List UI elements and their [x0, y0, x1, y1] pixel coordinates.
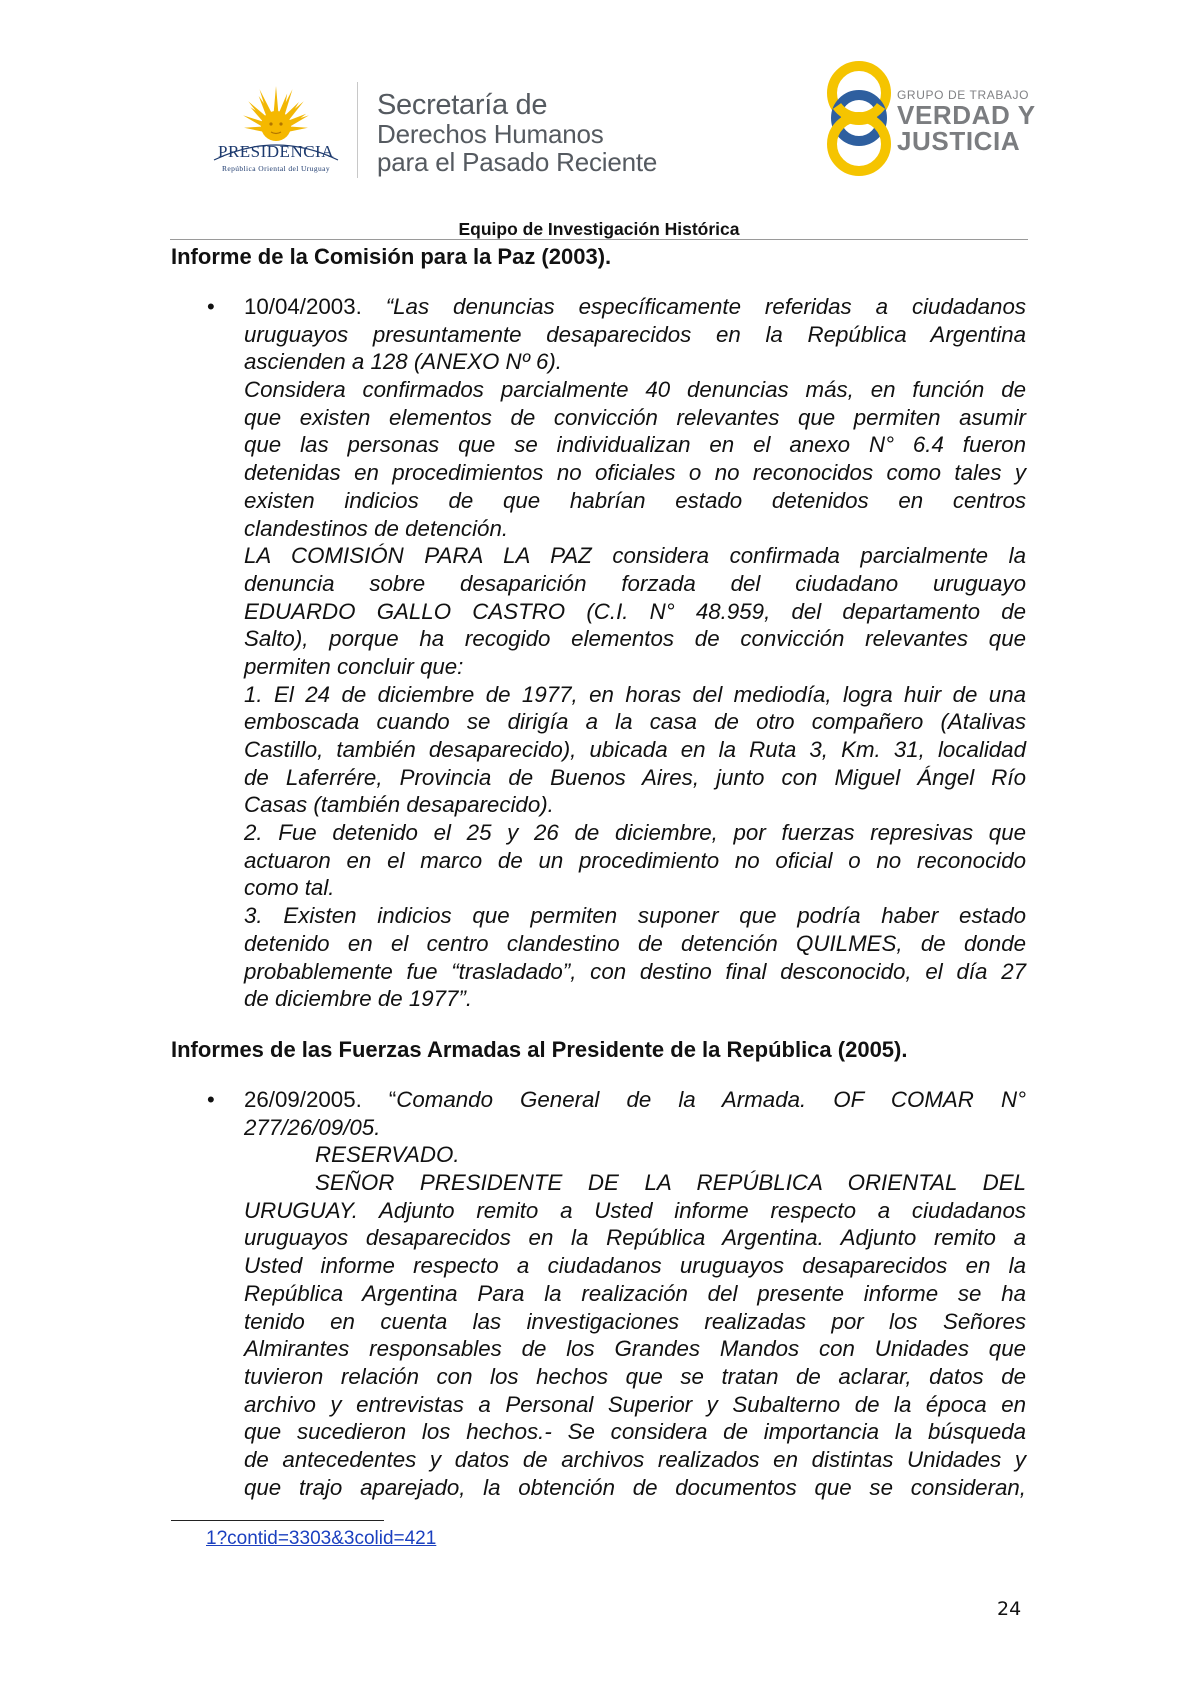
text-line — [244, 293, 1026, 321]
quoted-text: de Laferrére, Provincia de Buenos Aires, junto con Miguel Ángel Río — [244, 764, 1026, 790]
footnote-link[interactable]: 1?contid=3303&3colid=421 — [206, 1528, 437, 1549]
quoted-text: detenidas en procedimientos no oficiales o no reconocidos como tales y — [244, 460, 1026, 486]
list-item — [171, 293, 1026, 1013]
quoted-text: LA COMISIÓN PARA LA PAZ considera confirmada parcialmente la — [244, 543, 1026, 569]
quoted-text: de diciembre de 1977”. — [244, 986, 473, 1012]
text-line — [244, 653, 1026, 681]
date-label: 26/09/2005. “ — [244, 1087, 397, 1112]
quoted-text: RESERVADO. — [315, 1142, 460, 1168]
section-heading-fuerzas-armadas: Informes de las Fuerzas Armadas al Presidente de la República (2005). — [171, 1037, 908, 1062]
quoted-text: “Las denuncias específicamente referidas a ciudadanos — [385, 294, 1026, 319]
item-text — [244, 1086, 1026, 1501]
text-line — [244, 1114, 1026, 1142]
text-line — [244, 515, 1026, 543]
text-line — [244, 1169, 1026, 1197]
grupo-line-2: VERDAD Y — [897, 100, 1036, 130]
text-line — [244, 542, 1026, 570]
text-line — [244, 930, 1026, 958]
text-line — [244, 791, 1026, 819]
quoted-text: República Argentina Para la realización del presente informe se ha — [244, 1280, 1026, 1306]
page-number: 24 — [997, 1598, 1022, 1620]
text-line — [244, 1335, 1026, 1363]
text-line — [244, 1086, 1026, 1114]
page-header — [0, 0, 1190, 240]
bullet-marker: • — [207, 294, 215, 319]
quoted-text: Comando General de la Armada. OF COMAR N° — [396, 1087, 1026, 1112]
quoted-text: Castillo, también desaparecido), ubicada en la Ruta 3, Km. 31, localidad — [244, 737, 1026, 762]
text-line — [244, 819, 1026, 847]
text-line — [244, 985, 1026, 1013]
quoted-text: Salto), porque ha recogido elementos de convicción relevantes que — [244, 626, 1026, 652]
team-name: Equipo de Investigación Histórica — [458, 219, 740, 239]
text-line — [244, 764, 1026, 792]
presidencia-name: PRESIDENCIA — [217, 142, 334, 161]
text-line — [244, 847, 1026, 875]
quoted-text: actuaron en el marco de un procedimiento no oficial o no reconocido — [244, 847, 1026, 873]
presidencia-wordmark — [198, 142, 354, 173]
text-line — [244, 1446, 1026, 1474]
text-line — [244, 1363, 1026, 1391]
quoted-text: tenido en cuenta las investigaciones realizadas por los Señores — [244, 1308, 1026, 1334]
text-line — [244, 625, 1026, 653]
text-line — [244, 459, 1026, 487]
quoted-text: tuvieron relación con los hechos que se tratan de aclarar, datos de — [244, 1363, 1026, 1389]
text-line — [244, 598, 1026, 626]
quoted-text: Considera confirmados parcialmente 40 denuncias más, en función de — [244, 377, 1026, 403]
verdad-justicia-wordmark — [897, 88, 1036, 154]
text-line — [244, 902, 1026, 930]
footnote-rule — [171, 1520, 384, 1521]
quoted-text: detenido en el centro clandestino de detención QUILMES, de donde — [244, 930, 1026, 956]
text-line — [244, 958, 1026, 986]
list-item — [171, 1086, 1026, 1501]
quoted-text: Almirantes responsables de los Grandes Mandos con Unidades que — [244, 1336, 1026, 1362]
text-line — [244, 1280, 1026, 1308]
secretaria-line-2: Derechos Humanos — [377, 119, 604, 149]
quoted-text: 2. Fue detenido el 25 y 26 de diciembre, por fuerzas represivas que — [244, 820, 1026, 846]
section-heading-comision: Informe de la Comisión para la Paz (2003). — [171, 244, 612, 269]
text-line — [244, 431, 1026, 459]
quoted-text: emboscada cuando se dirigía a la casa de otro compañero (Atalivas — [244, 709, 1026, 735]
date-label: 10/04/2003. — [244, 294, 386, 319]
quoted-text: uruguayos presuntamente desaparecidos en la República Argentina — [244, 321, 1026, 347]
quoted-text: de antecedentes y datos de archivos realizados en distintas Unidades y — [244, 1446, 1026, 1472]
presidencia-subtitle: República Oriental del Uruguay — [221, 164, 330, 173]
secretaria-line-3: para el Pasado Reciente — [377, 147, 658, 177]
text-line — [244, 321, 1026, 349]
quoted-text: Casas (también desaparecido). — [244, 792, 554, 818]
quoted-text: URUGUAY. Adjunto remito a Usted informe respecto a ciudadanos — [244, 1197, 1026, 1223]
grupo-line-3: JUSTICIA — [897, 126, 1021, 156]
text-line — [244, 1418, 1026, 1446]
quoted-text: denuncia sobre desaparición forzada del ciudadano uruguayo — [244, 570, 1026, 596]
quoted-text: que existen elementos de convicción relevantes que permiten asumir — [244, 404, 1026, 430]
grupo-line-1: GRUPO DE TRABAJO — [897, 88, 1030, 102]
quoted-text: que sucedieron los hechos.- Se considera de importancia la búsqueda — [244, 1419, 1026, 1445]
text-line — [244, 874, 1026, 902]
quoted-text: 1. El 24 de diciembre de 1977, en horas del mediodía, logra huir de una — [244, 681, 1026, 707]
text-line — [244, 404, 1026, 432]
quoted-text: existen indicios de que habrían estado detenidos en centros — [244, 487, 1026, 513]
quoted-text: ascienden a 128 (ANEXO Nº 6). — [244, 349, 562, 375]
text-line — [244, 736, 1026, 764]
text-line — [244, 570, 1026, 598]
quoted-text: 277/26/09/05. — [244, 1114, 381, 1140]
secretaria-line-1: Secretaría de — [377, 89, 548, 121]
text-line — [244, 376, 1026, 404]
quoted-text: clandestinos de detención. — [244, 515, 509, 541]
text-line — [244, 1391, 1026, 1419]
item-text — [244, 293, 1026, 1013]
text-line — [244, 1308, 1026, 1336]
quoted-text: que las personas que se individualizan en el anexo N° 6.4 fueron — [244, 432, 1026, 458]
verdad-justicia-rings-logo — [820, 56, 898, 180]
text-line — [244, 708, 1026, 736]
text-line — [244, 1197, 1026, 1225]
quoted-text: SEÑOR PRESIDENTE DE LA REPÚBLICA ORIENTAL DEL — [315, 1170, 1026, 1196]
text-line — [244, 681, 1026, 709]
quoted-text: Usted informe respecto a ciudadanos uruguayos desaparecidos en la — [244, 1253, 1026, 1279]
text-line — [244, 1252, 1026, 1280]
header-divider — [357, 82, 358, 178]
quoted-text: archivo y entrevistas a Personal Superior y Subalterno de la época en — [244, 1391, 1026, 1417]
quoted-text: como tal. — [244, 875, 335, 901]
text-line — [244, 487, 1026, 515]
text-line — [244, 1224, 1026, 1252]
quoted-text: que trajo aparejado, la obtención de documentos que se consideran, — [244, 1474, 1026, 1500]
secretaria-title — [377, 90, 657, 176]
quoted-text: uruguayos desaparecidos en la República Argentina. Adjunto remito a — [244, 1225, 1026, 1251]
text-line — [244, 1474, 1026, 1502]
bullet-marker: • — [207, 1087, 215, 1112]
text-line — [244, 348, 1026, 376]
text-line — [244, 1141, 1026, 1169]
quoted-text: probablemente fue “trasladado”, con destino final desconocido, el día 27 — [244, 958, 1026, 984]
quoted-text: EDUARDO GALLO CASTRO (C.I. N° 48.959, del departamento de — [244, 598, 1026, 624]
quoted-text: 3. Existen indicios que permiten suponer que podría haber estado — [244, 903, 1026, 929]
quoted-text: permiten concluir que: — [244, 653, 464, 679]
header-rule — [170, 239, 1028, 240]
